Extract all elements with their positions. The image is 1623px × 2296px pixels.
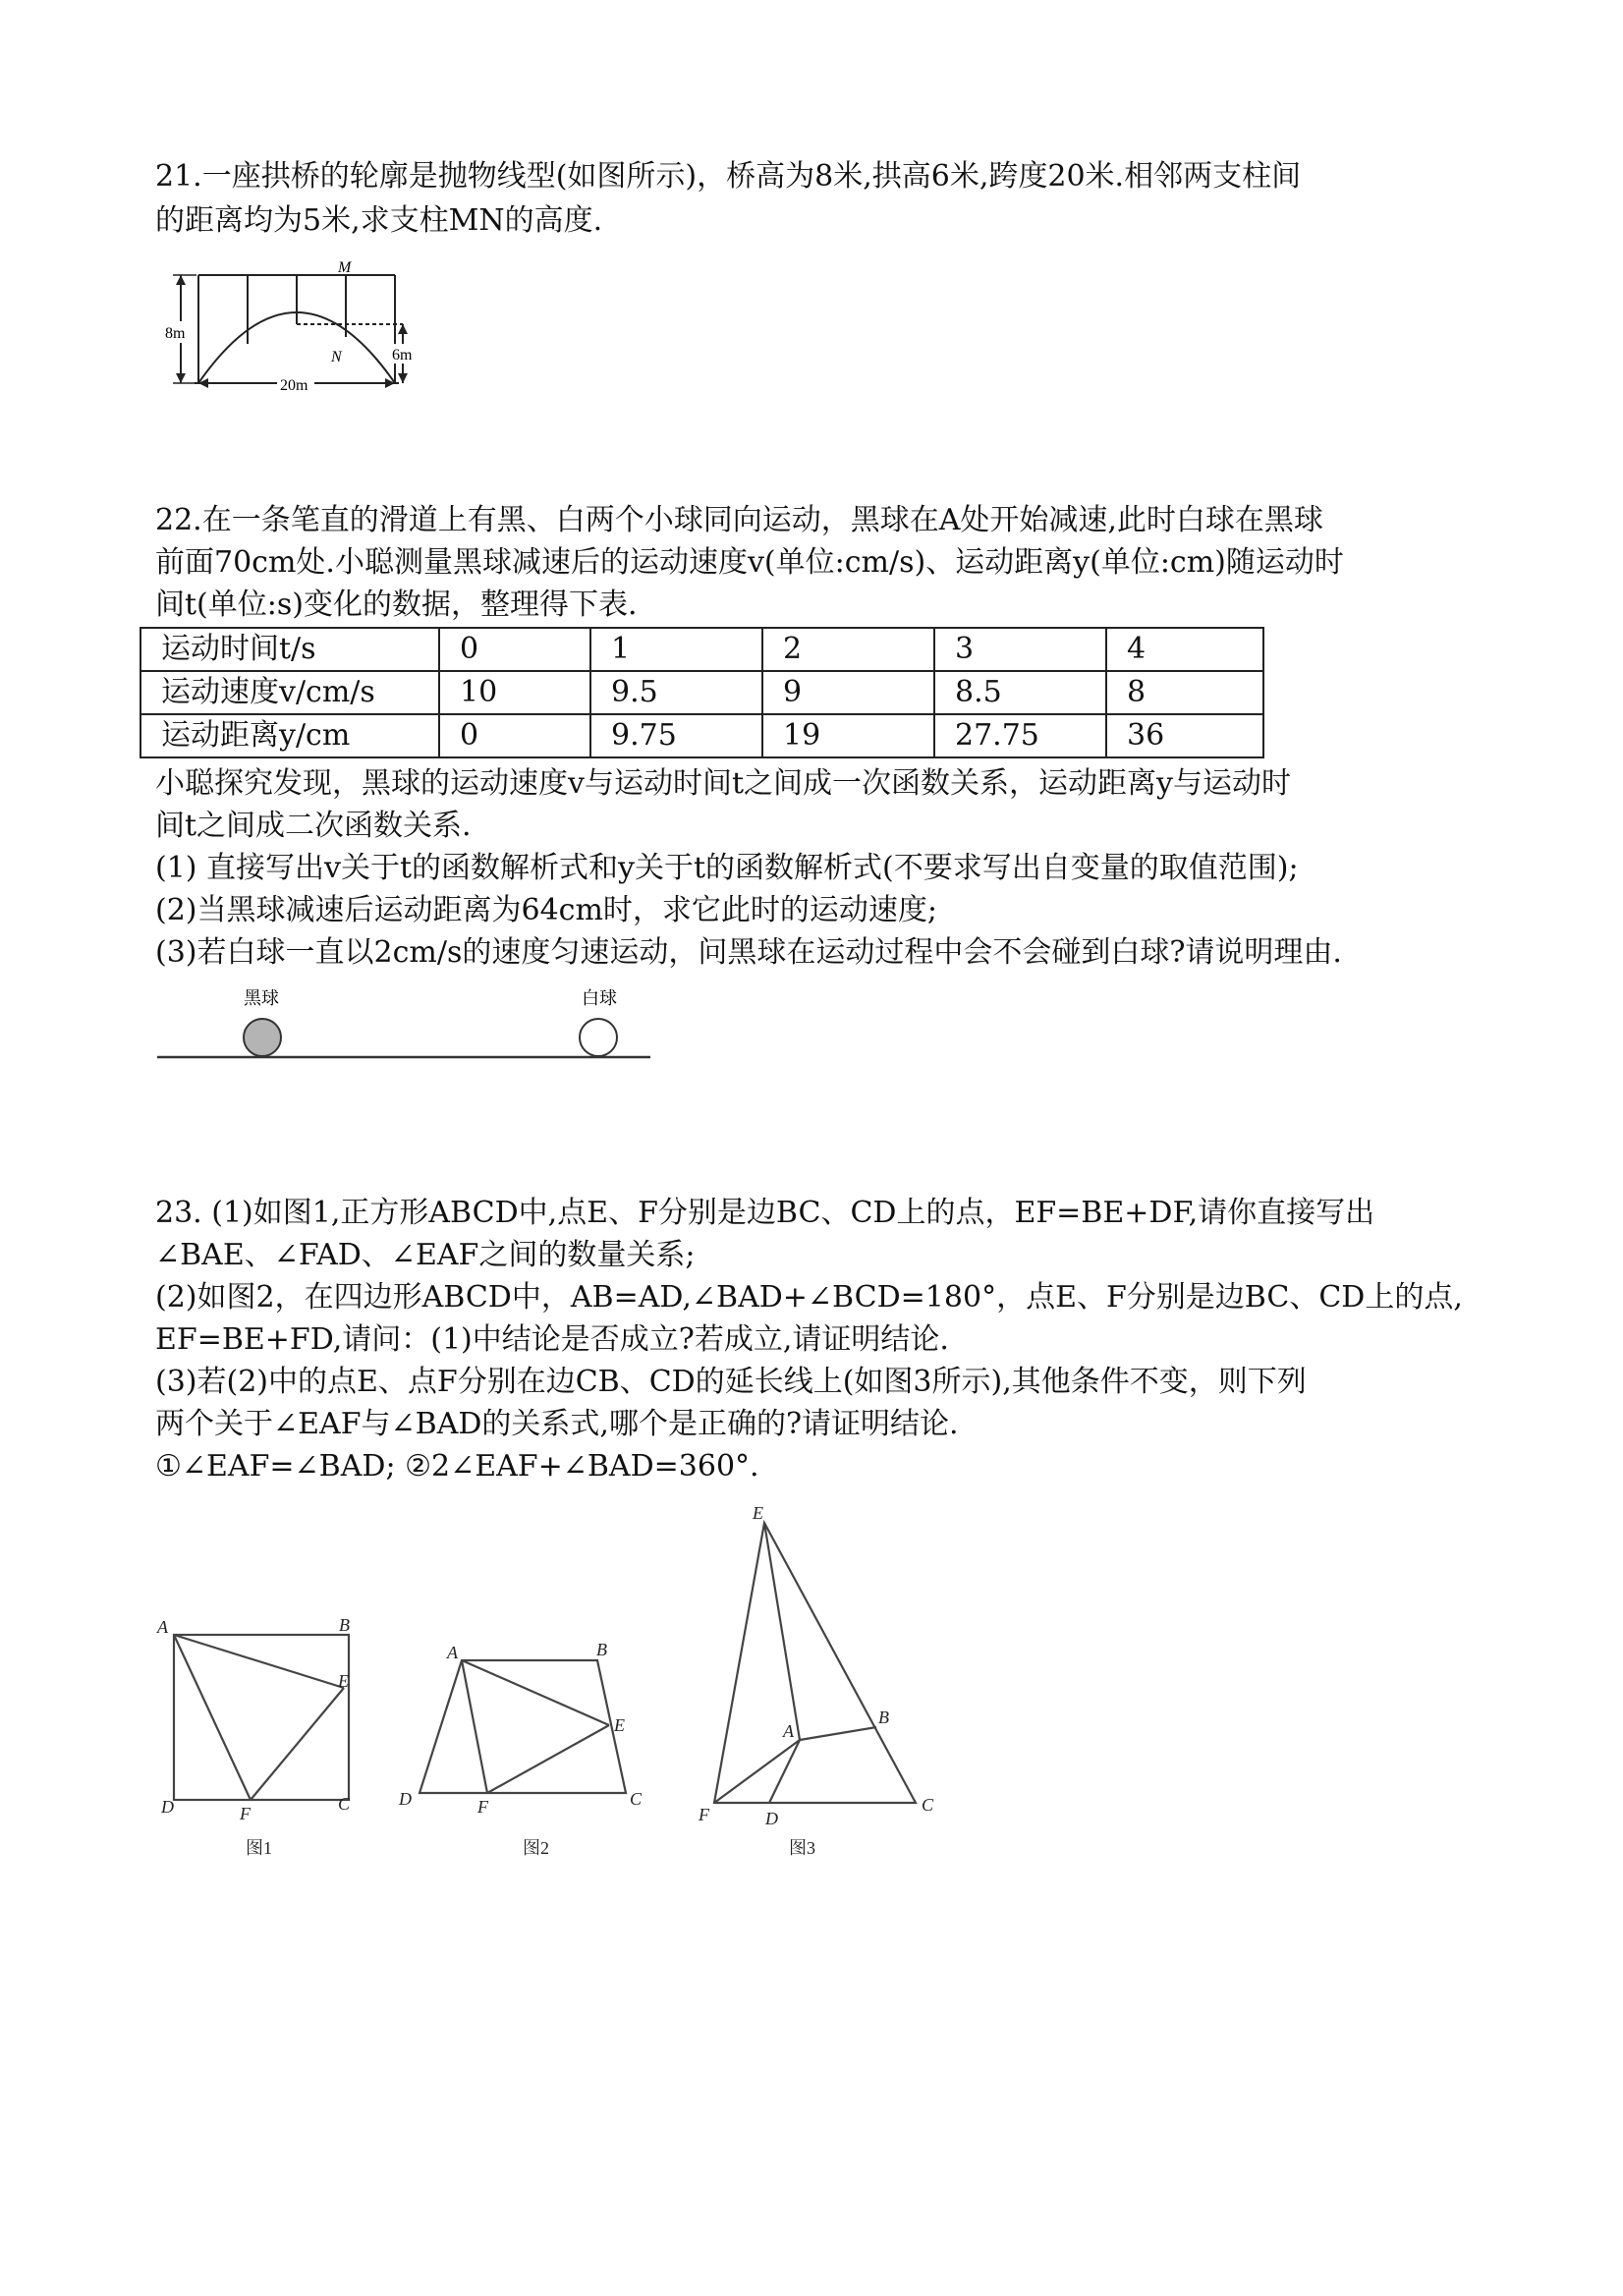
fig1-label-a: A [157,1617,168,1637]
fig1-label-e: E [338,1671,349,1691]
q22-text-line3: 间t(单位:s)变化的数据，整理得下表. [155,588,638,622]
motion-data-table [140,627,1264,758]
geometry-figure-2 [393,1621,658,1867]
q23-text-line1: 23. (1)如图1,正方形ABCD中,点E、F分别是边BC、CD上的点，EF=BE+DF,请你直接写出 [155,1196,1375,1230]
table-row [140,628,1263,671]
q23-text-line6: 两个关于∠EAF与∠BAD的关系式,哪个是正确的?请证明结论. [155,1407,959,1441]
fig2-label-e: E [614,1715,625,1735]
q23-text-line4: EF=BE+FD,请问：(1)中结论是否成立?若成立,请证明结论. [155,1322,949,1357]
q22-part3: (3)若白球一直以2cm/s的速度匀速运动，问黑球在运动过程中会不会碰到白球?请说明理由. [155,935,1342,970]
table-row [140,671,1263,714]
fig1-caption: 图1 [246,1838,272,1858]
table-cell: 27.75 [934,714,1106,757]
table-cell: 1 [590,628,762,671]
fig3-caption: 图3 [789,1838,815,1858]
fig1-label-c: C [338,1794,351,1814]
table-cell: 运动距离y/cm [140,714,439,757]
geometry-figure-3 [688,1493,953,1867]
table-cell: 8.5 [934,671,1106,714]
table-cell: 36 [1106,714,1263,757]
q23-text-line3: (2)如图2，在四边形ABCD中，AB=AD,∠BAD+∠BCD=180°，点E、F分别是边BC、CD上的点, [155,1280,1463,1315]
label-8m: 8m [165,325,186,342]
table-cell: 0 [439,628,590,671]
fig2-label-d: D [399,1789,412,1809]
fig3-label-d: D [765,1809,778,1828]
q22-part2: (2)当黑球减速后运动距离为64cm时，求它此时的运动速度; [155,893,938,927]
black-ball [244,1019,281,1056]
table-cell: 9.75 [590,714,762,757]
q22-text-after2: 间t之间成二次函数关系. [155,809,472,843]
fig3-label-e: E [753,1503,763,1523]
table-cell: 3 [934,628,1106,671]
fig2-label-c: C [630,1789,643,1809]
table-cell: 19 [762,714,934,757]
fig2-label-a: A [447,1643,458,1662]
label-6m: 6m [392,347,413,364]
white-ball [580,1019,617,1056]
q21-text-line2: 的距离均为5米,求支柱MN的高度. [155,203,603,238]
fig1-label-b: B [339,1615,350,1635]
q22-text-after1: 小聪探究发现，黑球的运动速度v与运动时间t之间成一次函数关系，运动距离y与运动时 [155,766,1291,801]
q22-part1: (1) 直接写出v关于t的函数解析式和y关于t的函数解析式(不要求写出自变量的取值范围); [155,851,1299,885]
label-m: M [338,259,352,276]
white-ball-label: 白球 [582,988,617,1008]
q22-text-line2: 前面70cm处.小聪测量黑球减速后的运动速度v(单位:cm/s)、运动距离y(单位:cm)随运动时 [155,545,1344,580]
bridge-figure [157,259,422,394]
geometry-figure-1 [147,1601,373,1867]
fig3-label-c: C [922,1795,934,1815]
table-cell: 9 [762,671,934,714]
black-ball-label: 黑球 [244,988,279,1008]
q22-text-line1: 22.在一条笔直的滑道上有黑、白两个小球同向运动，黑球在A处开始减速,此时白球在黑球 [155,503,1323,537]
q23-text-line2: ∠BAE、∠FAD、∠EAF之间的数量关系; [155,1238,696,1272]
q23-text-line5: (3)若(2)中的点E、点F分别在边CB、CD的延长线上(如图3所示),其他条件不变，则下列 [155,1365,1307,1399]
q23-text-line7: ①∠EAF=∠BAD; ②2∠EAF+∠BAD=360°. [155,1449,759,1484]
table-cell: 运动时间t/s [140,628,439,671]
balls-figure [147,982,658,1071]
table-cell: 运动速度v/cm/s [140,671,439,714]
table-row [140,714,1263,757]
fig3-label-f: F [699,1805,709,1824]
table-cell: 0 [439,714,590,757]
table-cell: 2 [762,628,934,671]
q21-text-line1: 21.一座拱桥的轮廓是抛物线型(如图所示)，桥高为8米,拱高6米,跨度20米.相邻两支柱间 [155,159,1302,194]
table-cell: 4 [1106,628,1263,671]
label-n: N [331,349,342,365]
fig3-label-b: B [878,1708,889,1727]
fig1-label-d: D [161,1797,174,1817]
fig1-label-f: F [240,1804,251,1823]
fig2-label-b: B [596,1640,607,1659]
fig2-label-f: F [477,1797,488,1817]
label-20m: 20m [280,377,308,394]
fig3-label-a: A [783,1721,794,1741]
table-cell: 8 [1106,671,1263,714]
table-cell: 10 [439,671,590,714]
table-cell: 9.5 [590,671,762,714]
fig2-caption: 图2 [523,1838,549,1858]
